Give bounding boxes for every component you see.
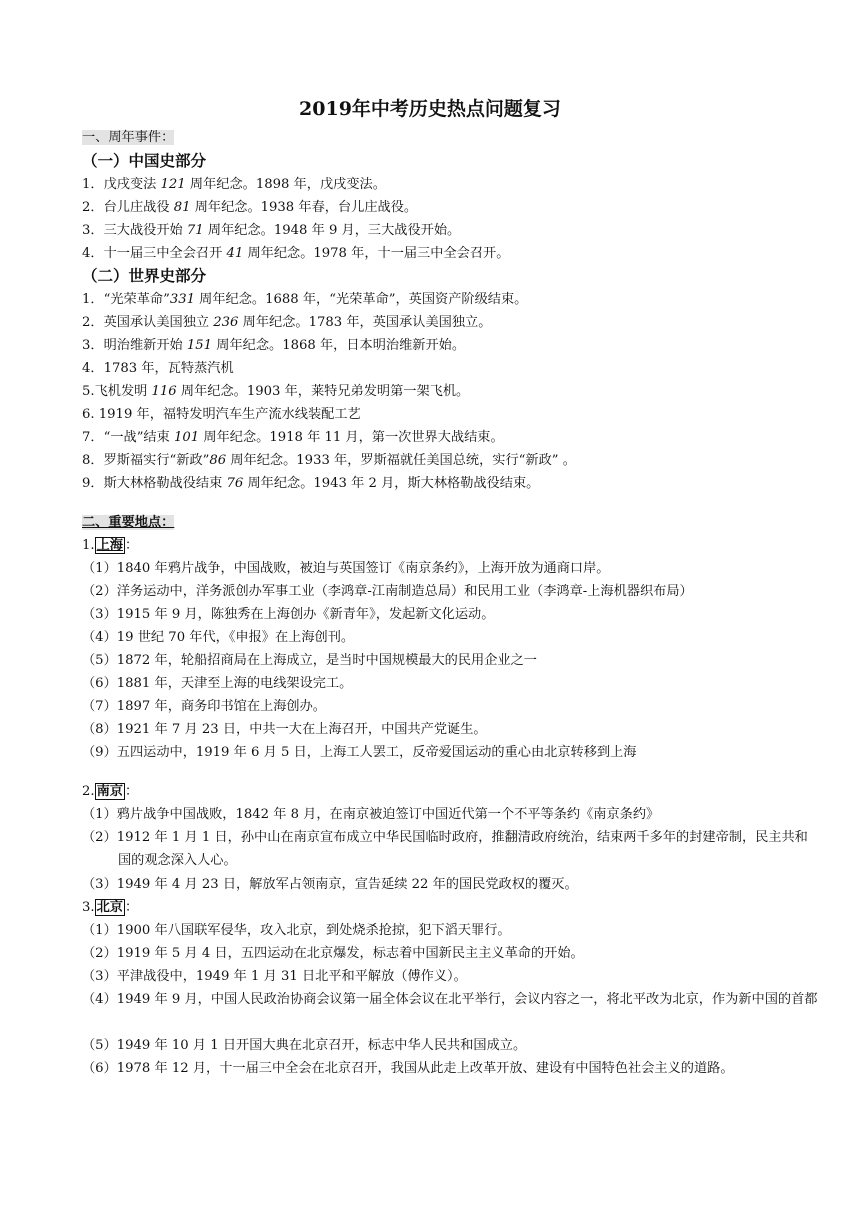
list-item: （4）1949 年 9 月，中国人民政治协商会议第一届全体会议在北平举行，会议内容之一，将北平改为北京，作为新中国的首都 [82,992,818,1007]
list-item: （5）1949 年 10 月 1 日开国大典在北京召开，标志中华人民共和国成立。 [82,1038,527,1053]
list-item: 2．台儿庄战役 81 周年纪念。1938 年春，台儿庄战役。 [82,200,418,215]
list-item: （1）1900 年八国联军侵华，攻入北京，到处烧杀抢掠，犯下滔天罪行。 [82,923,511,938]
location-heading-nanjing: 2. 南京 ： [82,784,139,799]
list-item: （6）1978 年 12 月，十一届三中全会在北京召开，我国从此走上改革开放、建设有中国特色社会主义的道路。 [82,1061,734,1076]
list-item: （2）1919 年 5 月 4 日，五四运动在北京爆发，标志着中国新民主主义革命的开始。 [82,946,584,961]
list-item: （4）19 世纪 70 年代，《申报》在上海创刊。 [82,630,355,645]
list-item: （7）1897 年，商务印书馆在上海创办。 [82,699,326,714]
list-item: （2）洋务运动中，洋务派创办军事工业（李鸿章-江南制造总局）和民用工业（李鸿章-上海机器织布局） [82,584,693,599]
list-item: （8）1921 年 7 月 23 日，中共一大在上海召开，中国共产党诞生。 [82,722,487,737]
list-item: 2．英国承认美国独立 236 周年纪念。1783 年，英国承认美国独立。 [82,315,492,330]
location-heading-beijing: 3. 北京 ： [82,900,139,915]
section-heading-locations: 二、重要地点： [82,515,175,530]
list-item: 1．戊戌变法 121 周年纪念。1898 年，戊戌变法。 [82,177,386,192]
list-item: （1）鸦片战争中国战败，1842 年 8 月，在南京被迫签订中国近代第一个不平等条约《南京条约》 [82,807,660,822]
list-item: 3．明治维新开始 151 周年纪念。1868 年，日本明治维新开始。 [82,338,466,353]
list-item: 5.飞机发明 116 周年纪念。1903 年，莱特兄弟发明第一架飞机。 [82,384,470,399]
list-item: 3．三大战役开始 71 周年纪念。1948 年 9 月，三大战役开始。 [82,223,461,238]
list-item: （5）1872 年，轮船招商局在上海成立，是当时中国规模最大的民用企业之一 [82,653,537,668]
list-item: 9．斯大林格勒战役结束 76 周年纪念。1943 年 2 月，斯大林格勒战役结束。 [82,476,540,491]
subheading-china-history: （一）中国史部分 [82,151,207,170]
section-heading-anniversaries: 一、周年事件： [82,130,175,145]
list-item: （2）1912 年 1 月 1 日，孙中山在南京宣布成立中华民国临时政府，推翻清政府统治，结束两千多年的封建帝制，民主共和国的观念深入人心。 [82,830,808,868]
list-item: 4．十一届三中全会召开 41 周年纪念。1978 年，十一届三中全会召开。 [82,246,510,261]
subheading-world-history: （二）世界史部分 [82,266,207,285]
list-item: （9）五四运动中，1919 年 6 月 5 日，上海工人罢工，反帝爱国运动的重心由北京转移到上海 [82,745,637,760]
list-item: 7．“一战”结束 101 周年纪念。1918 年 11 月，第一次世界大战结束。 [82,430,504,445]
list-item: （3）1915 年 9 月，陈独秀在上海创办《新青年》，发起新文化运动。 [82,607,495,622]
list-item: 6. 1919 年，福特发明汽车生产流水线装配工艺 [82,407,361,422]
list-item: 4．1783 年，瓦特蒸汽机 [82,361,234,376]
list-item: 1．“光荣革命”331 周年纪念。1688 年，“光荣革命”，英国资产阶级结束。 [82,292,528,307]
list-item: （3）1949 年 4 月 23 日，解放军占领南京，宣告延续 22 年的国民党政权的覆灭。 [82,877,578,892]
list-item: 8．罗斯福实行“新政”86 周年纪念。1933 年，罗斯福就任美国总统，实行“新政” 。 [82,453,576,468]
list-item: （1）1840 年鸦片战争，中国战败，被迫与英国签订《南京条约》，上海开放为通商口岸。 [82,561,610,576]
location-heading-shanghai: 1. 上海 ： [82,538,139,553]
list-item: （6）1881 年，天津至上海的电线架设完工。 [82,676,353,691]
page-title: 2019年中考历史热点问题复习 [299,98,561,120]
list-item: （3）平津战役中，1949 年 1 月 31 日北平和平解放（傅作义）。 [82,969,467,984]
